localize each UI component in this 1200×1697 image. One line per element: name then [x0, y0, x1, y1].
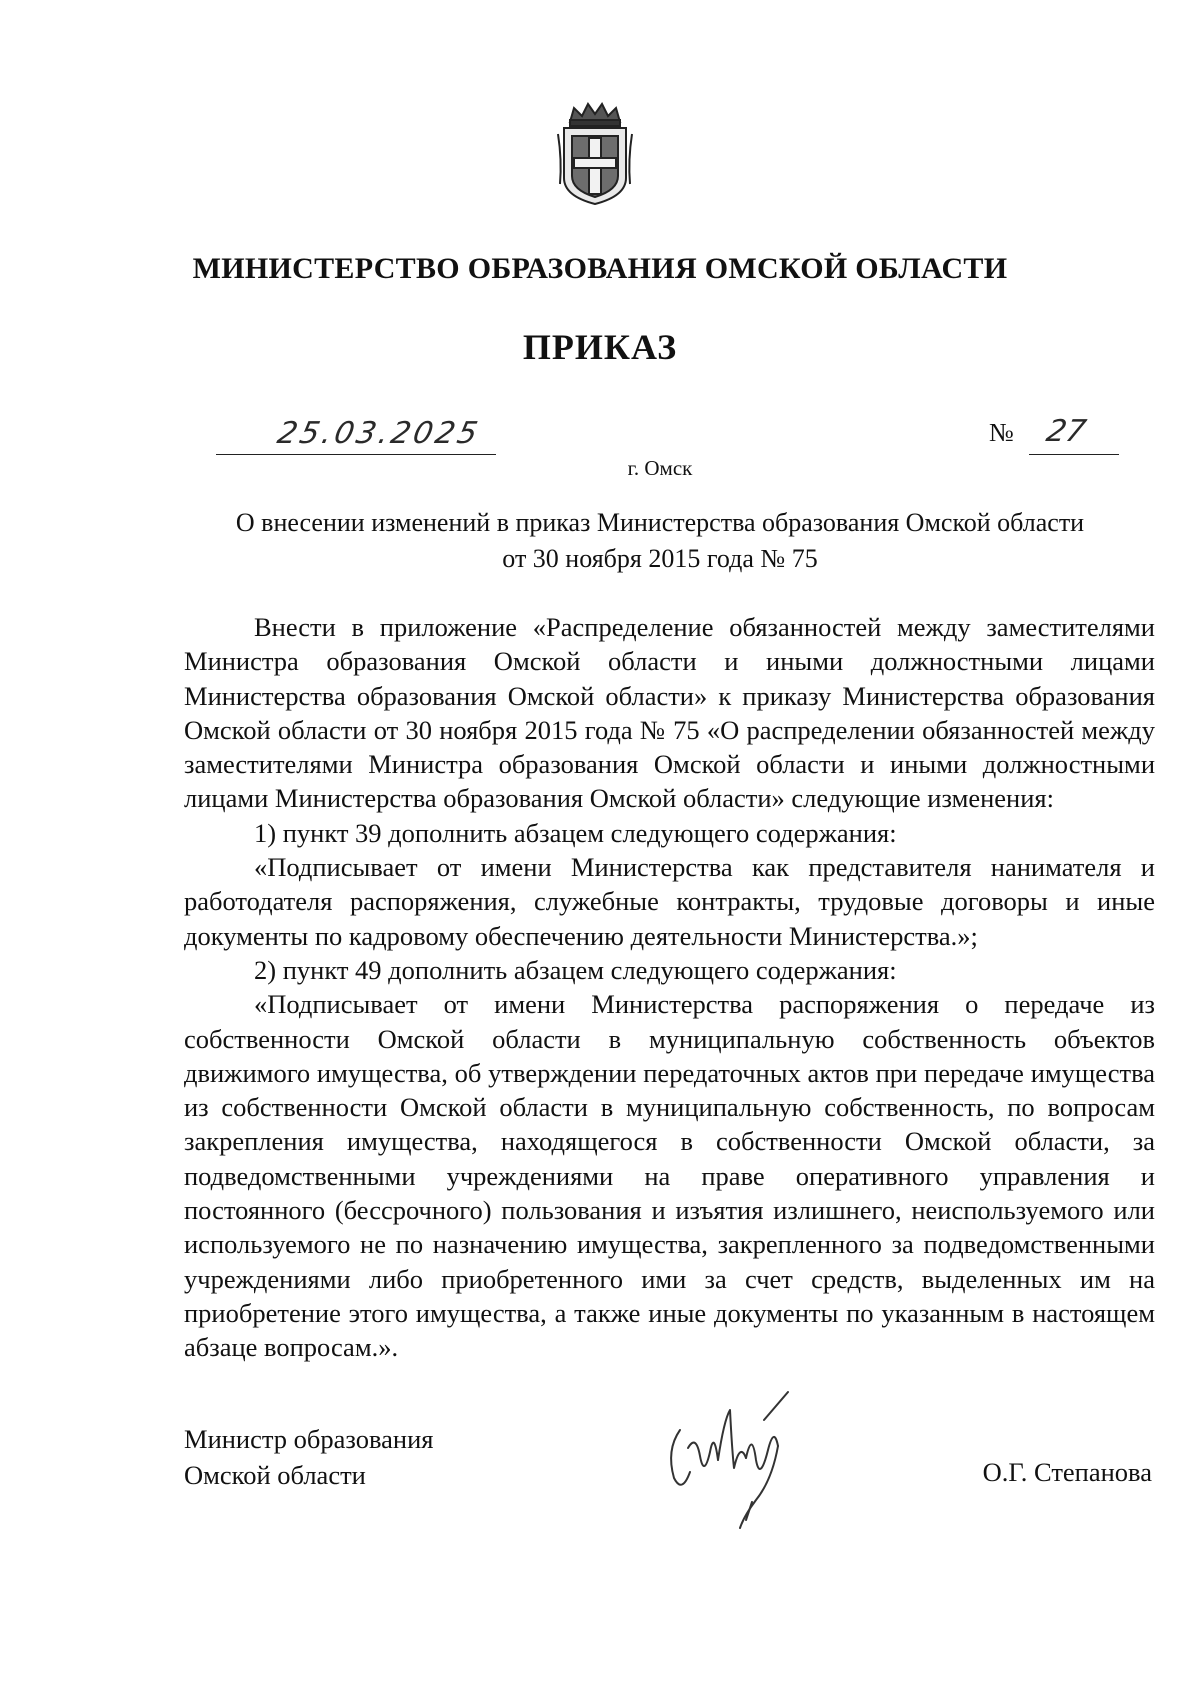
- position-line-2: Омской области: [184, 1460, 366, 1490]
- date-field: [216, 414, 496, 455]
- number-field: [989, 414, 1119, 454]
- order-number: 27: [1043, 414, 1089, 449]
- ministry-name: МИНИСТЕРСТВО ОБРАЗОВАНИЯ ОМСКОЙ ОБЛАСТИ: [192, 252, 1008, 285]
- position-line-1: Министр образования: [184, 1424, 434, 1454]
- body-item-1: 1) пункт 39 дополнить абзацем следующего содержания:: [254, 817, 897, 848]
- subject-line-2: от 30 ноября 2015 года № 75: [502, 544, 818, 573]
- body-item-2: 2) пункт 49 дополнить абзацем следующего содержания:: [254, 954, 897, 985]
- handwritten-signature-icon: [660, 1390, 810, 1530]
- signatory-name: О.Г. Степанова: [982, 1457, 1152, 1487]
- body-intro: Внести в приложение «Распределение обязанностей между заместителями Министра образования Омской области и иными должностными лицами Министерства образования Омской области» к приказу Министерства образования Омской области от 30 ноября 2015 года № 75 «О распределении обязанностей между заместителями Министра образования Омской области и иными должностными лицами Министерства образования Омской области» следующие изменения:: [184, 612, 1155, 814]
- number-sign: №: [989, 418, 1014, 447]
- body-quote-1: «Подписывает от имени Министерства как представителя нанимателя и работодателя распоряжения, служебные контракты, трудовые договоры и иные документы по кадровому обеспечению деятельности Министерства.»;: [184, 852, 1155, 951]
- subject-line-1: О внесении изменений в приказ Министерства образования Омской области: [235, 508, 1085, 537]
- body-quote-2: «Подписывает от имени Министерства распоряжения о передаче из собственности Омской области в муниципальную собственность объектов движимого имущества, об утверждении передаточных актов при передаче имущества из собственности Омской области в муниципальную собственность, по вопросам закрепления имущества, находящегося в собственности Омской области, за подведомственными учреждениями на праве оперативного управления и постоянного (бессрочного) пользования и изъятия излишнего, неиспользуемого или используемого не по назначению имущества, закрепленного за подведомственными учреждениями либо приобретенного ими за счет средств, выделенных им на приобретение этого имущества, а также иные документы по указанным в настоящем абзаце вопросам.».: [184, 989, 1155, 1363]
- document-title: ПРИКАЗ: [522, 327, 678, 367]
- number-underline: [1029, 414, 1119, 455]
- coat-of-arms-icon: [556, 100, 634, 206]
- order-subject: [180, 505, 1140, 577]
- city: г. Омск: [627, 456, 693, 480]
- signatory-position: [184, 1421, 433, 1493]
- order-body: [184, 610, 1155, 1365]
- order-date: 25.03.2025: [274, 416, 484, 451]
